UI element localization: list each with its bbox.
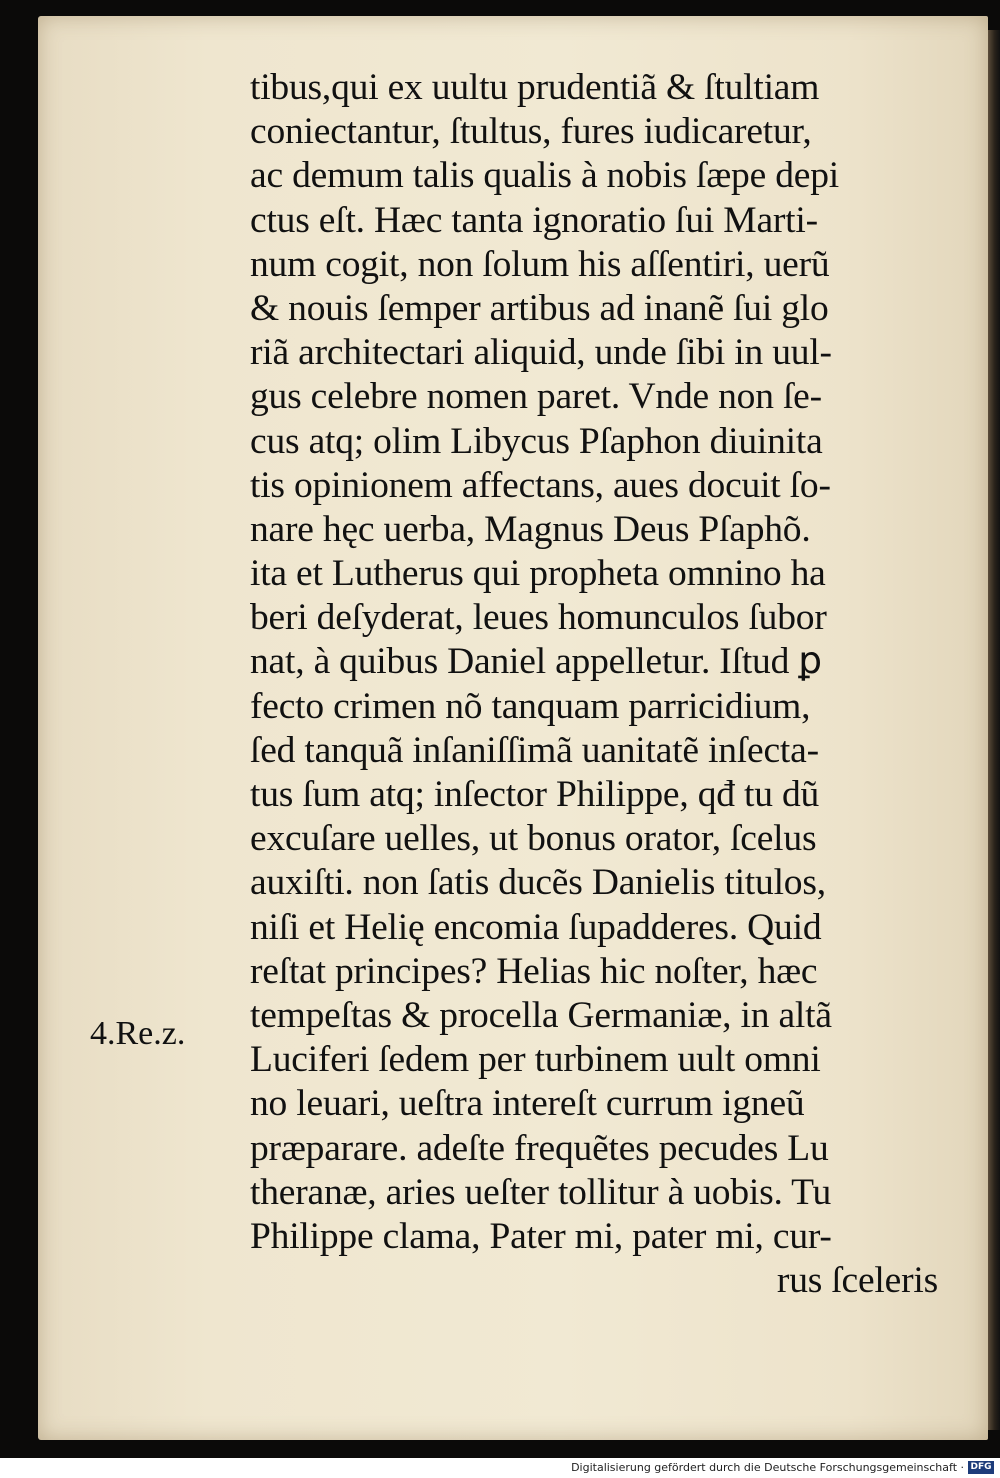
text-line: nare hęc uerba, Magnus Deus Pſaphõ. <box>250 508 811 550</box>
text-line: cus atq; olim Libycus Pſaphon diuinita <box>250 420 823 462</box>
text-line: niſi et Helię encomia ſupadderes. Quid <box>250 906 822 948</box>
text-line: ctus eſt. Hæc tanta ignoratio ſui Marti- <box>250 199 818 241</box>
text-line: beri deſyderat, leues homunculos ſubor <box>250 597 827 639</box>
text-line: fecto crimen nõ tanquam parricidium, <box>250 685 811 727</box>
text-line: auxiſti. non ſatis ducẽs Danielis titulos, <box>250 862 826 904</box>
text-line: ac demum talis qualis à nobis ſæpe depi <box>250 155 839 197</box>
text-line: excuſare uelles, ut bonus orator, ſcelus <box>250 818 817 860</box>
dfg-logo-icon: DFG <box>968 1461 994 1474</box>
text-line: & nouis ſemper artibus ad inanẽ ſui glo <box>250 287 829 329</box>
text-line: no leuari, ueſtra intereſt currum igneũ <box>250 1083 805 1125</box>
text-line: ita et Lutherus qui propheta omnino ha <box>250 553 826 595</box>
funding-credit: Digitalisierung gefördert durch die Deutsche Forschungsgemeinschaft · <box>571 1461 964 1474</box>
text-line: tus ſum atq; inſector Philippe, qđ tu dũ <box>250 774 820 815</box>
text-line: Philippe clama, Pater mi, pater mi, cur- <box>250 1215 832 1257</box>
text-line: nat, à quibus Daniel appelletur. Iſtud ꝑ <box>250 641 822 683</box>
text-line: coniectantur, ſtultus, fures iudicaretur, <box>250 111 812 153</box>
text-line: ſed tanquã inſaniſſimã uanitatẽ inſecta- <box>250 729 819 771</box>
text-line: num cogit, non ſolum his aſſentiri, uerũ <box>250 243 830 285</box>
text-line: præparare. adeſte frequẽtes pecudes Lu <box>250 1127 829 1169</box>
text-line: tibus,qui ex uultu prudentiã & ſtultiam <box>250 67 820 108</box>
text-line: tempeſtas & procella Germaniæ, in altã <box>250 994 832 1036</box>
book-edge <box>986 30 1000 1430</box>
marginal-note: 4.Re.z. <box>90 1015 186 1052</box>
text-line: tis opinionem affectans, aues docuit ſo- <box>250 464 831 506</box>
text-line: gus celebre nomen paret. Vnde non ſe- <box>250 376 822 418</box>
text-line: riã architectari aliquid, unde ſibi in uul- <box>250 332 832 374</box>
catchword: rus ſceleris <box>776 1260 938 1302</box>
text-line: Luciferi ſedem per turbinem uult omni <box>250 1039 821 1081</box>
body-text <box>250 66 950 1303</box>
text-line: theranæ, aries ueſter tollitur à uobis. Tu <box>250 1171 832 1213</box>
text-line: reſtat principes? Helias hic noſter, hæc <box>250 950 818 992</box>
